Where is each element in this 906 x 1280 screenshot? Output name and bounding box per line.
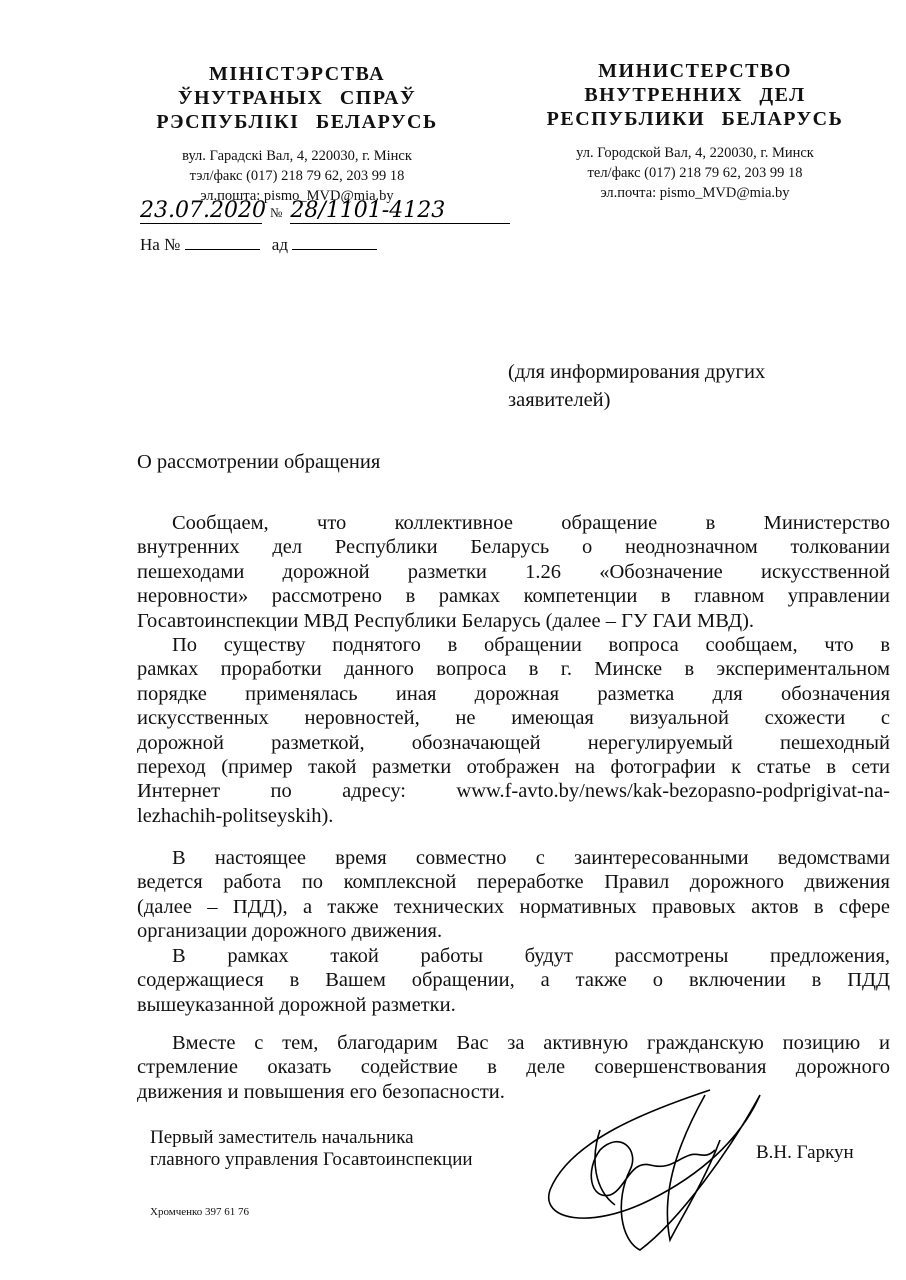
email: эл.почта: pismo_MVD@mia.by: [600, 185, 790, 201]
paragraph-line: рамках проработки данного вопроса в г. Минске в экспериментальном: [137, 658, 890, 681]
phone: тел/факс (017) 218 79 62, 203 99 18: [587, 165, 803, 181]
paragraph: [137, 511, 890, 633]
registration-line: [140, 198, 510, 224]
subject: О рассмотрении обращения: [137, 451, 381, 473]
paragraph-line: движения и повышения его безопасности.: [137, 1080, 505, 1103]
addressee: [508, 358, 765, 414]
ministry-title-line: ВНУТРЕННИХ ДЕЛ: [584, 84, 806, 106]
reply-from-label: ад: [271, 235, 288, 254]
phone: тэл/факс (017) 218 79 62, 203 99 18: [189, 168, 405, 184]
reply-to-label: На №: [140, 235, 181, 254]
paragraph-line: По существу поднятого в обращении вопроса сообщаем, что в: [172, 634, 890, 656]
handwritten-date: 23.07.2020: [140, 198, 266, 223]
ministry-title-line: ЎНУТРАНЫХ СПРАЎ: [177, 87, 417, 109]
paragraph-line: вышеуказанной дорожной разметки.: [137, 993, 456, 1016]
letterhead-belarusian: [127, 62, 467, 206]
paragraph-line: Вместе с тем, благодарим Вас за активную гражданскую позицию и: [172, 1032, 890, 1054]
email: эл.пошта: pismo_MVD@mia.by: [200, 188, 394, 204]
ministry-title-line: РЭСПУБЛІКІ БЕЛАРУСЬ: [156, 111, 438, 133]
paragraph: [137, 944, 890, 1017]
paragraph-line: порядке применялась иная дорожная разметка для обозначения: [137, 682, 890, 705]
paragraph-line: Сообщаем, что коллективное обращение в Министерство: [172, 512, 890, 534]
addressee-line: заявителей): [508, 389, 611, 411]
paragraph-line: дорожной разметкой, обозначающей нерегулируемый пешеходный: [137, 731, 890, 754]
position-line: главного управления Госавтоинспекции: [150, 1149, 473, 1170]
paragraph-line: неровности» рассмотрено в рамках компетенции в главном управлении: [137, 585, 890, 608]
signatory-name: В.Н. Гаркун: [756, 1142, 854, 1163]
address: ул. Городской Вал, 4, 220030, г. Минск: [576, 145, 814, 161]
addressee-line: (для информирования других: [508, 361, 766, 383]
signatory-position: [150, 1127, 473, 1171]
number-sign: №: [270, 205, 283, 220]
paragraph-line: В рамках такой работы будут рассмотрены предложения,: [172, 945, 890, 967]
paragraph-line: переход (пример такой разметки отображен на фотографии к статье в сети: [137, 756, 890, 779]
paragraph-line: организации дорожного движения.: [137, 920, 443, 943]
handwritten-number: 28/1101-4123: [290, 198, 510, 224]
paragraph-line: искусственных неровностей, не имеющая визуальной схожести с: [137, 707, 890, 730]
ministry-title-line: МІНІСТЭРСТВА: [208, 63, 386, 85]
paragraph-line: lezhachih-politseyskih).: [137, 804, 334, 827]
position-line: Первый заместитель начальника: [150, 1127, 414, 1148]
signature-image: [530, 1080, 790, 1255]
paragraph: [137, 633, 890, 828]
reply-reference: [140, 233, 377, 257]
paragraph-line: В настоящее время совместно с заинтересованными ведомствами: [172, 847, 890, 869]
paragraph: [137, 846, 890, 944]
paragraph-line: ведется работа по комплексной переработке Правил дорожного движения: [137, 871, 890, 894]
paragraph-line: пешеходами дорожной разметки 1.26 «Обозначение искусственной: [137, 560, 890, 583]
paragraph-line: стремление оказать содействие в деле совершенствования дорожного: [137, 1056, 890, 1079]
paragraph-line: внутренних дел Республики Беларусь о неоднозначном толковании: [137, 536, 890, 559]
ministry-title-line: МИНИСТЕРСТВО: [598, 60, 792, 82]
letterhead-russian: [525, 59, 865, 203]
paragraph-line: Госавтоинспекции МВД Республики Беларусь (далее – ГУ ГАИ МВД).: [137, 609, 755, 632]
paragraph-line: (далее – ПДД), а также технических нормативных правовых актов в сфере: [137, 895, 890, 918]
paragraph-line: Интернет по адресу: www.f-avto.by/news/kak-bezopasno-podprigivat-na-: [137, 780, 890, 803]
ministry-title-line: РЕСПУБЛИКИ БЕЛАРУСЬ: [546, 108, 844, 130]
address: вул. Гарадскі Вал, 4, 220030, г. Мінск: [182, 148, 412, 164]
paragraph-line: содержащиеся в Вашем обращении, а также о включении в ПДД: [137, 969, 890, 992]
executor-info: Хромченко 397 61 76: [150, 1206, 250, 1218]
